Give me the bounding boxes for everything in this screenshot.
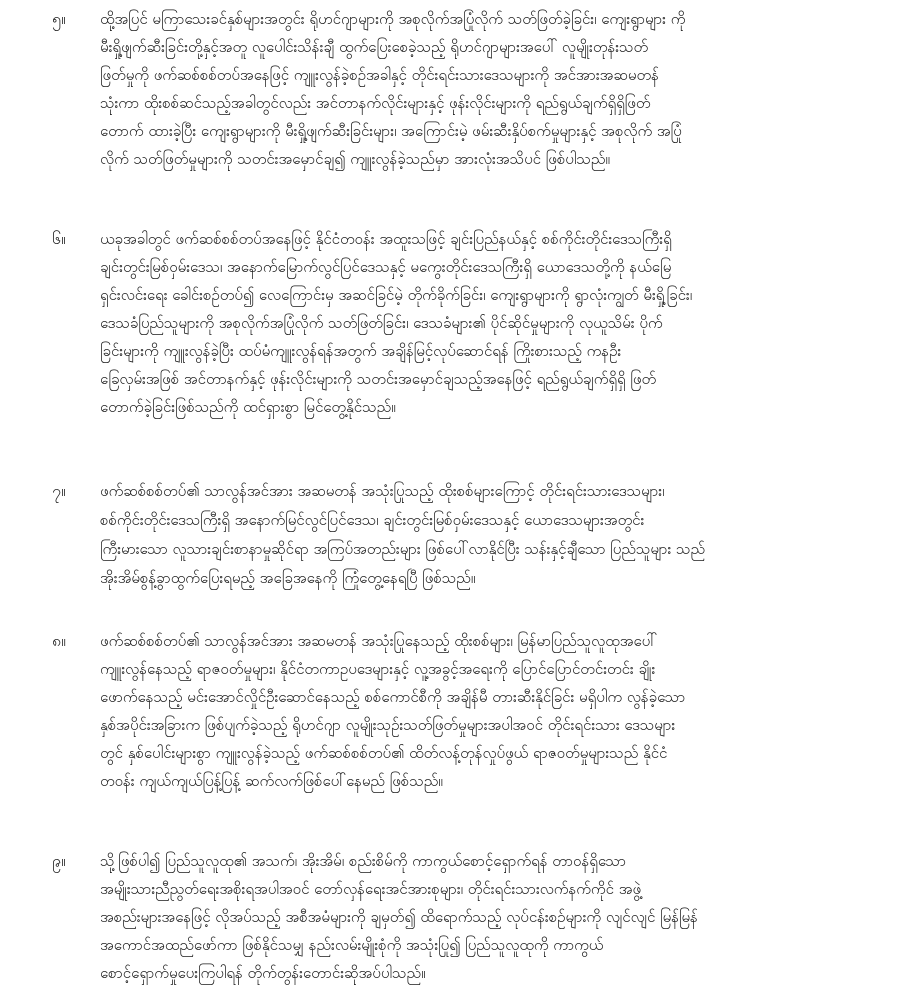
paragraph-line: ခြေလှမ်းအဖြစ် အင်တာနက်နှင့် ဖုန်းလိုင်းများကို သတင်းအမှောင်ချသည့်အနေဖြင့် ရည်ရွယ်ချက်ရှိရှိ ဖြတ် — [100, 370, 657, 388]
paragraph-line: အိုးအိမ်စွန့်ခွာထွက်ပြေးရမည့် အခြေအနေကို ကြုံတွေ့နေရပြီ ဖြစ်သည်။ — [100, 569, 476, 587]
paragraph-line: အကောင်အထည်ဖော်ကာ ဖြစ်နိုင်သမျှ နည်းလမ်းမျိုးစုံကို အသုံးပြု၍ ပြည်သူလူထုကို ကာကွယ် — [100, 936, 604, 954]
paragraph-line: ယခုအခါတွင် ဖက်ဆစ်စစ်တပ်အနေဖြင့် နိုင်ငံတဝန်း အထူးသဖြင့် ချင်းပြည်နယ်နှင့် စစ်ကိုင်းတိုင်းဒေသကြီးရှိ — [100, 230, 672, 248]
paragraph-line: သုံးကာ ထိုးစစ်ဆင်သည့်အခါတွင်လည်း အင်တာနက်လိုင်းများနှင့် ဖုန်းလိုင်းများကို ရည်ရွယ်ချက်ရှိရှိဖြတ် — [100, 94, 651, 112]
paragraph-line: ဖောက်နေသည့် မင်းအောင်လှိုင်ဦးဆောင်နေသည့် စစ်ကောင်စီကို အချိန်မီ တားဆီးနိုင်ခြင်း မရှိပါက လွန်ခဲ့သော — [100, 688, 686, 706]
paragraph-line: ကျူးလွန်နေသည့် ရာဇဝတ်မှုများ၊ နိုင်ငံတကာဥပဒေများနှင့် လူ့အခွင့်အရေးကို ပြောင်ပြောင်တင်းတင်း ချိုး — [100, 660, 656, 678]
paragraph-line: ဖြတ်မှုကို ဖက်ဆစ်စစ်တပ်အနေဖြင့် ကျူးလွန်ခဲ့စဉ်အခါနှင့် တိုင်းရင်းသားဒေသများကို အင်အားအဆမတန် — [100, 66, 659, 84]
paragraph-number: ၅။ — [52, 9, 66, 28]
paragraph-line: ထို့အပြင် မကြာသေးခင်နှစ်များအတွင်း ရိုဟင်ဂျာများကို အစုလိုက်အပြုံလိုက် သတ်ဖြတ်ခဲ့ခြင်း၊ ကျေးရွာများ ကို — [100, 10, 686, 28]
paragraph-number: ၉။ — [52, 851, 66, 870]
paragraph-line: ဒေသခံပြည်သူများကို အစုလိုက်အပြုံလိုက် သတ်ဖြတ်ခြင်း၊ ဒေသခံများ၏ ပိုင်ဆိုင်မှုများကို လုယူသိမ်း ပိုက် — [100, 314, 663, 332]
paragraph-line: ရှင်းလင်းရေး ခေါင်းစဉ်တပ်၍ လေကြောင်းမှ အဆင်ခြင်မဲ့ တိုက်ခိုက်ခြင်း၊ ကျေးရွာများကို ရွာလုံးကျွတ် မီးရှို့ခြင်း၊ — [100, 286, 693, 304]
paragraph-line: သို့ဖြစ်ပါ၍ ပြည်သူလူထု၏ အသက်၊ အိုးအိမ်၊ စည်းစိမ်ကို ကာကွယ်စောင့်ရှောက်ရန် တာဝန်ရှိသော — [100, 852, 627, 870]
paragraph-line: စောင့်ရှောက်မှုပေးကြပါရန် တိုက်တွန်းတောင်းဆိုအပ်ပါသည်။ — [100, 964, 426, 982]
paragraph-line: တောက် ထားခဲ့ပြီး ကျေးရွာများကို မီးရှို့ဖျက်ဆီးခြင်းများ၊ အကြောင်းမဲ့ ဖမ်းဆီးနှိပ်စက်မှုများနှင့် အစုလိုက် အပြုံ — [100, 122, 682, 140]
paragraph-line: တွင် နှစ်ပေါင်းများစွာ ကျူးလွန်ခဲ့သည့် ဖက်ဆစ်စစ်တပ်၏ ထိတ်လန့်တုန်လှုပ်ဖွယ် ရာဇဝတ်မှုများသည် နိုင်ငံ — [100, 744, 668, 762]
paragraph-line: ဖက်ဆစ်စစ်တပ်၏ သာလွန်အင်အား အဆမတန် အသုံးပြုသည့် ထိုးစစ်များကြောင့် တိုင်းရင်းသားဒေသများ၊ — [100, 482, 665, 500]
paragraph-line: လိုက် သတ်ဖြတ်မှုများကို သတင်းအမှောင်ချ၍ ကျူးလွန်ခဲ့သည်မှာ အားလုံးအသိပင် ဖြစ်ပါသည်။ — [100, 150, 610, 168]
paragraph-line: တဝန်း ကျယ်ကျယ်ပြန့်ပြန့် ဆက်လက်ဖြစ်ပေါ်နေမည် ဖြစ်သည်။ — [100, 772, 443, 790]
paragraph-line: အစည်းများအနေဖြင့် လိုအပ်သည့် အစီအမံများကို ချမှတ်၍ ထိရောက်သည့် လုပ်ငန်းစဉ်များကို လျင်လျင် မြန်မြန် — [100, 908, 698, 926]
paragraph-line: တောက်ခဲ့ခြင်းဖြစ်သည်ကို ထင်ရှားစွာ မြင်တွေ့နိုင်သည်။ — [100, 398, 396, 416]
paragraph-line: ခြင်းများကို ကျူးလွန်ခဲ့ပြီး ထပ်မံကျူးလွန်ရန်အတွက် အချိန်မြင့်လုပ်ဆောင်ရန် ကြိုးစားသည့် ကနဦး — [100, 342, 622, 360]
paragraph-line: စစ်ကိုင်းတိုင်းဒေသကြီးရှိ အနောက်မြင်လွင်ပြင်ဒေသ၊ ချင်းတွင်းမြစ်ဝှမ်းဒေသနှင့် ယောဒေသများအတွင်း — [100, 511, 645, 529]
paragraph-line: မီးရှို့ဖျက်ဆီးခြင်းတို့နှင့်အတူ လူပေါင်းသိန်းချီ ထွက်ပြေးစေခဲ့သည့် ရိုဟင်ဂျာများအပေါ် လူမျိုးတုန်းသတ် — [100, 38, 649, 56]
paragraph-number: ၈။ — [52, 631, 66, 650]
paragraph-number: ၆။ — [52, 229, 66, 248]
paragraph-line: ဖက်ဆစ်စစ်တပ်၏ သာလွန်အင်အား အဆမတန် အသုံးပြုနေသည့် ထိုးစစ်များ၊ မြန်မာပြည်သူလူထုအပေါ် — [100, 632, 657, 650]
paragraph-number: ၇။ — [52, 481, 66, 500]
paragraph-line: ချင်းတွင်းမြစ်ဝှမ်းဒေသ၊ အနောက်မြောက်လွင်ပြင်ဒေသနှင့် မကွေးတိုင်းဒေသကြီးရှိ ယောဒေသတို့ကို နယ်မြေ — [100, 258, 672, 276]
paragraph-line: အမျိုးသားညီညွတ်ရေးအစိုးရအပါအဝင် တော်လှန်ရေးအင်အားစုများ၊ တိုင်းရင်းသားလက်နက်ကိုင် အဖွဲ့ — [100, 880, 642, 898]
paragraph-line: နှစ်အပိုင်းအခြားက ဖြစ်ပျက်ခဲ့သည့် ရိုဟင်ဂျာ လူမျိုးသုဉ်းသတ်ဖြတ်မှုများအပါအဝင် တိုင်းရင်းသား ဒေသများ — [100, 716, 676, 734]
paragraph-line: ကြီးမားသော လူသားချင်းစာနာမှုဆိုင်ရာ အကြပ်အတည်းများ ဖြစ်ပေါ်လာနိုင်ပြီး သန်းနှင့်ချီသော ပြည်သူများ သည် — [100, 540, 706, 558]
